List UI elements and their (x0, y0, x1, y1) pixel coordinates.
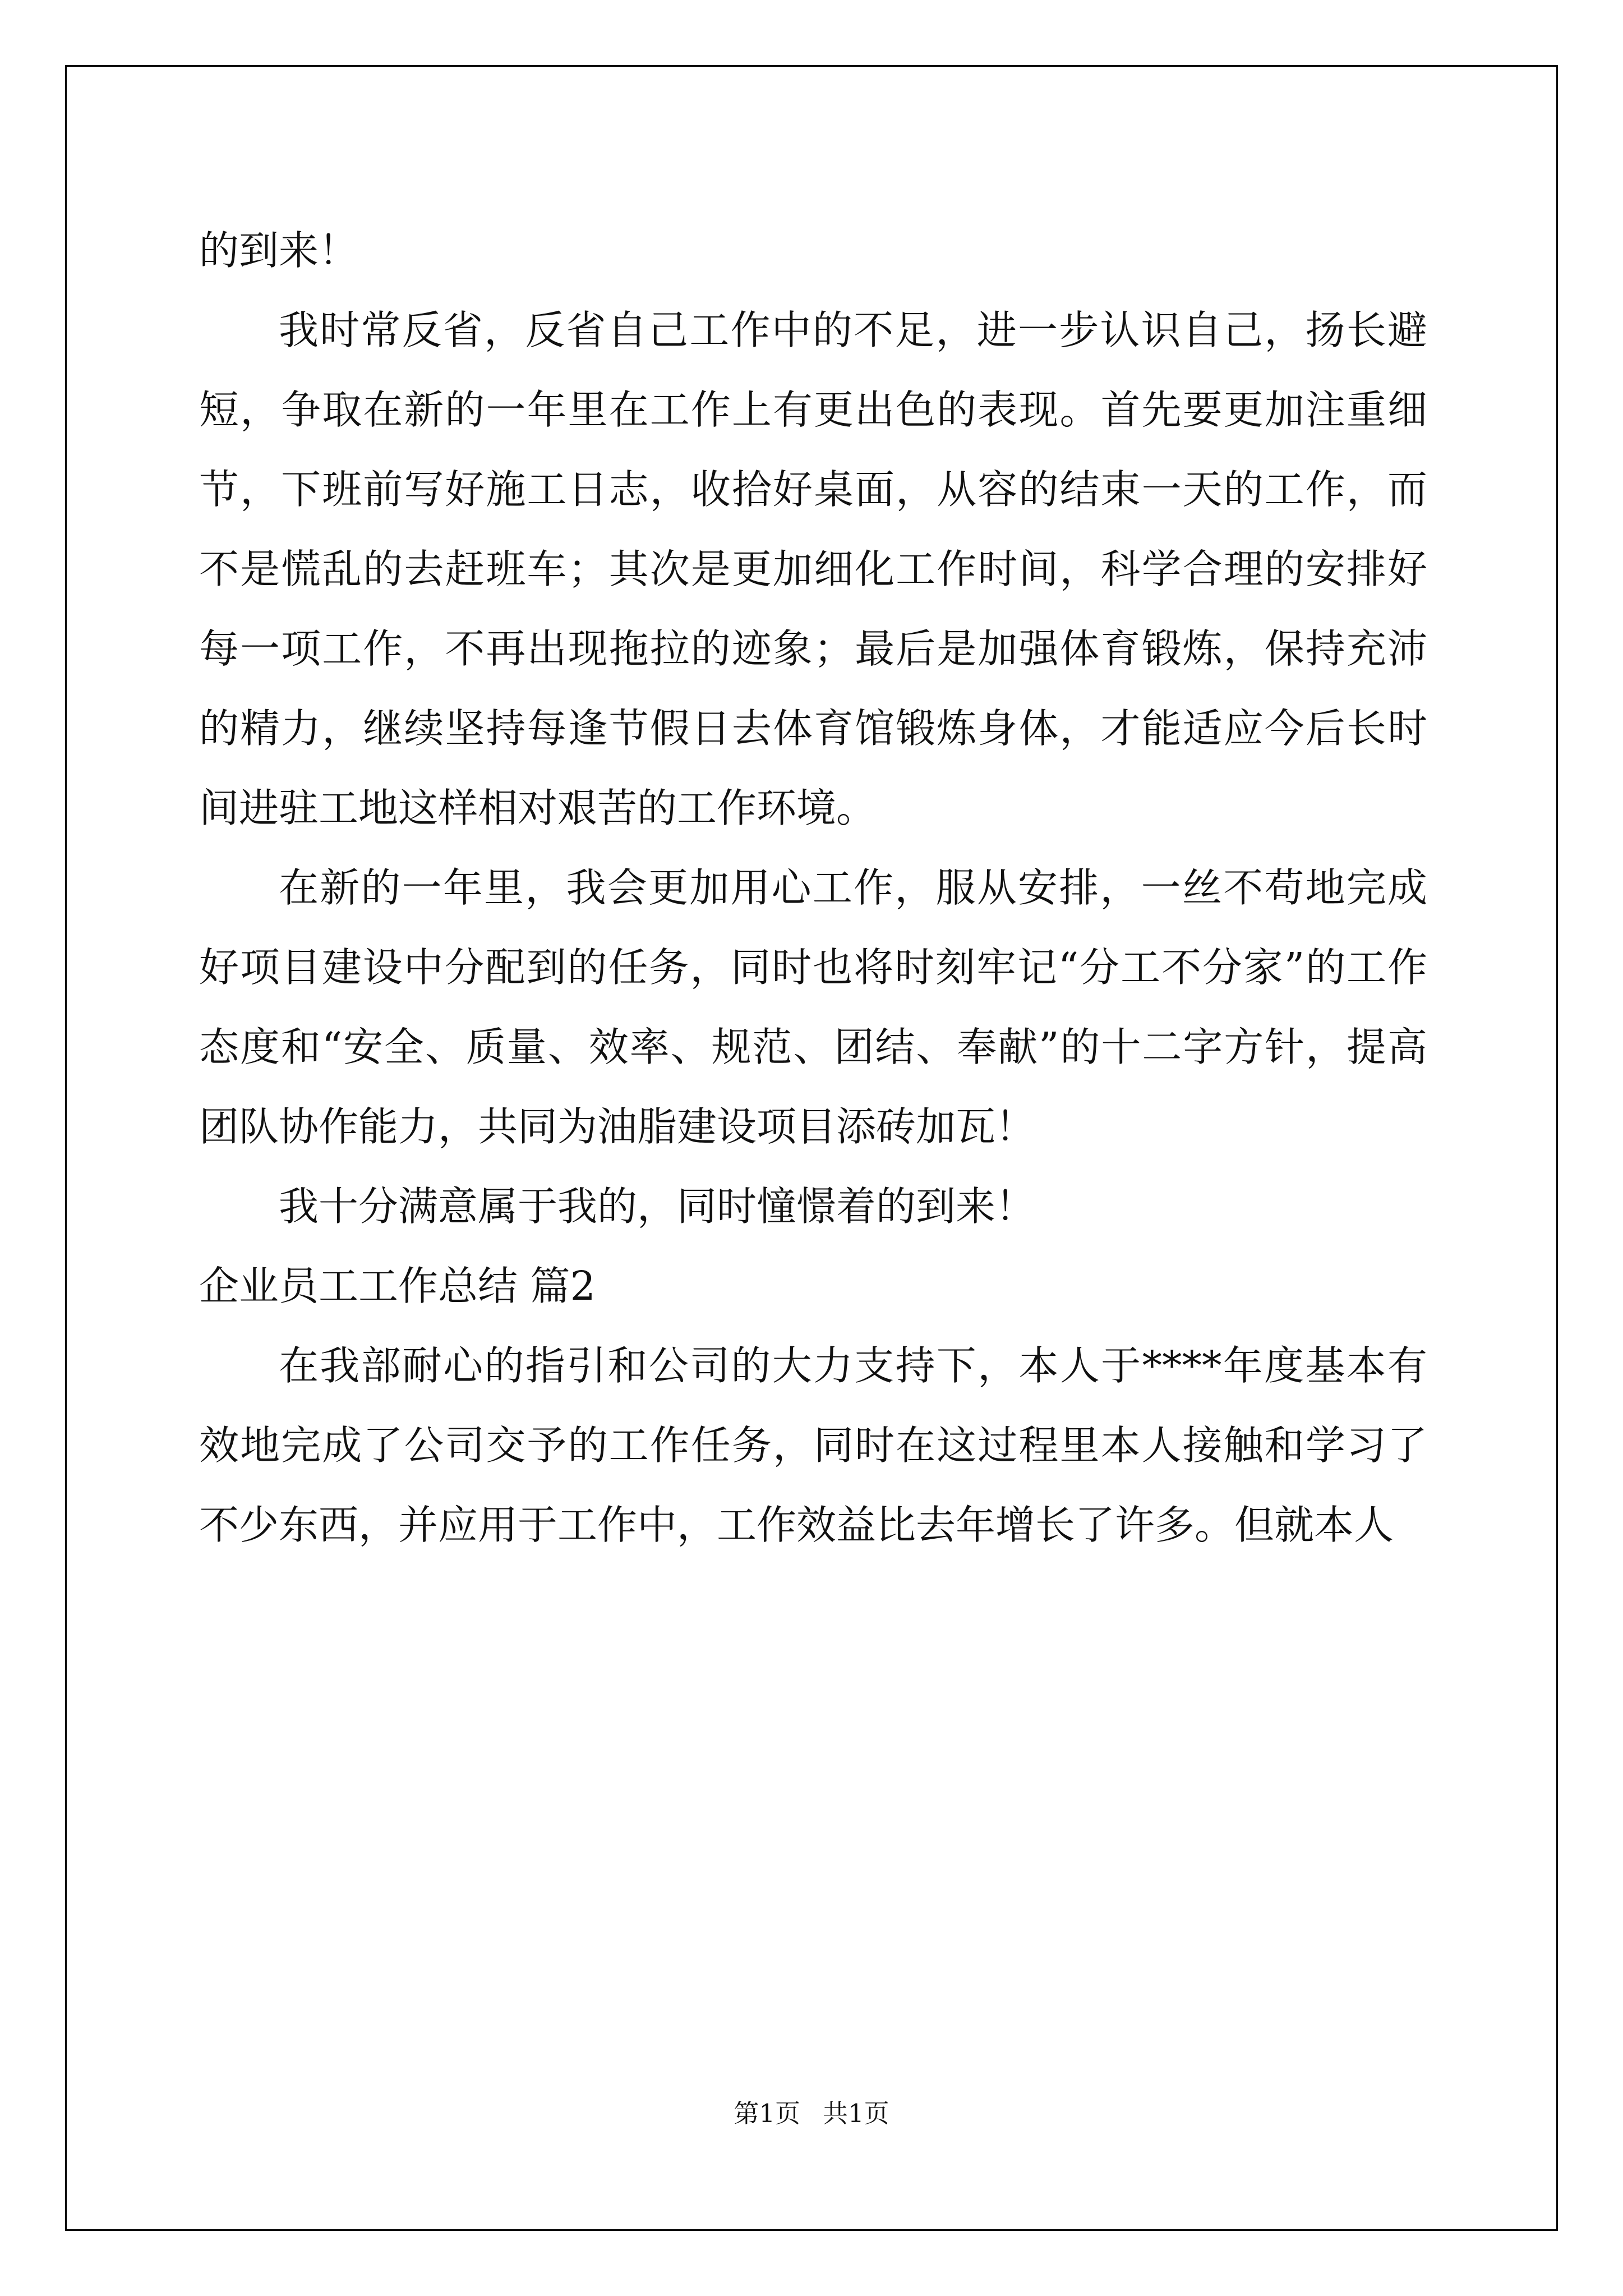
paragraph-closing: 我十分满意属于我的，同时憧憬着的到来！ (279, 1183, 1036, 1230)
page-total: 共1页 (823, 2099, 889, 2128)
section-heading: 企业员工工作总结 篇2 (199, 1263, 596, 1309)
document-body (199, 211, 1427, 1565)
paragraph-new-year-plan: 在新的一年里，我会更加用心工作，服从安排，一丝不苟地完成好项目建设中分配到的任务，同时也将时刻牢记“分工不分家”的工作态度和“安全、质量、效率、规范、团结、奉献”的十二字方针，提高团队协作能力，共同为油脂建设项目添砖加瓦！ (199, 864, 1427, 1150)
paragraph-section-2-intro: 在我部耐心的指引和公司的大力支持下，本人于****年度基本有效地完成了公司交予的工作任务，同时在这过程里本人接触和学习了不少东西，并应用于工作中，工作效益比去年增长了许多。但就本人 (199, 1342, 1427, 1548)
page-number: 第1页 (734, 2099, 800, 2128)
paragraph-continuation: 的到来！ (199, 227, 359, 274)
page-footer (0, 2097, 1623, 2131)
paragraph-self-reflection: 我时常反省，反省自己工作中的不足，进一步认识自己，扬长避短，争取在新的一年里在工作上有更出色的表现。首先要更加注重细节，下班前写好施工日志，收拾好桌面，从容的结束一天的工作，而不是慌乱的去赶班车；其次是更加细化工作时间，科学合理的安排好每一项工作，不再出现拖拉的迹象；最后是加强体育锻炼，保持充沛的精力，继续坚持每逢节假日去体育馆锻炼身体，才能适应今后长时间进驻工地这样相对艰苦的工作环境。 (199, 307, 1427, 831)
